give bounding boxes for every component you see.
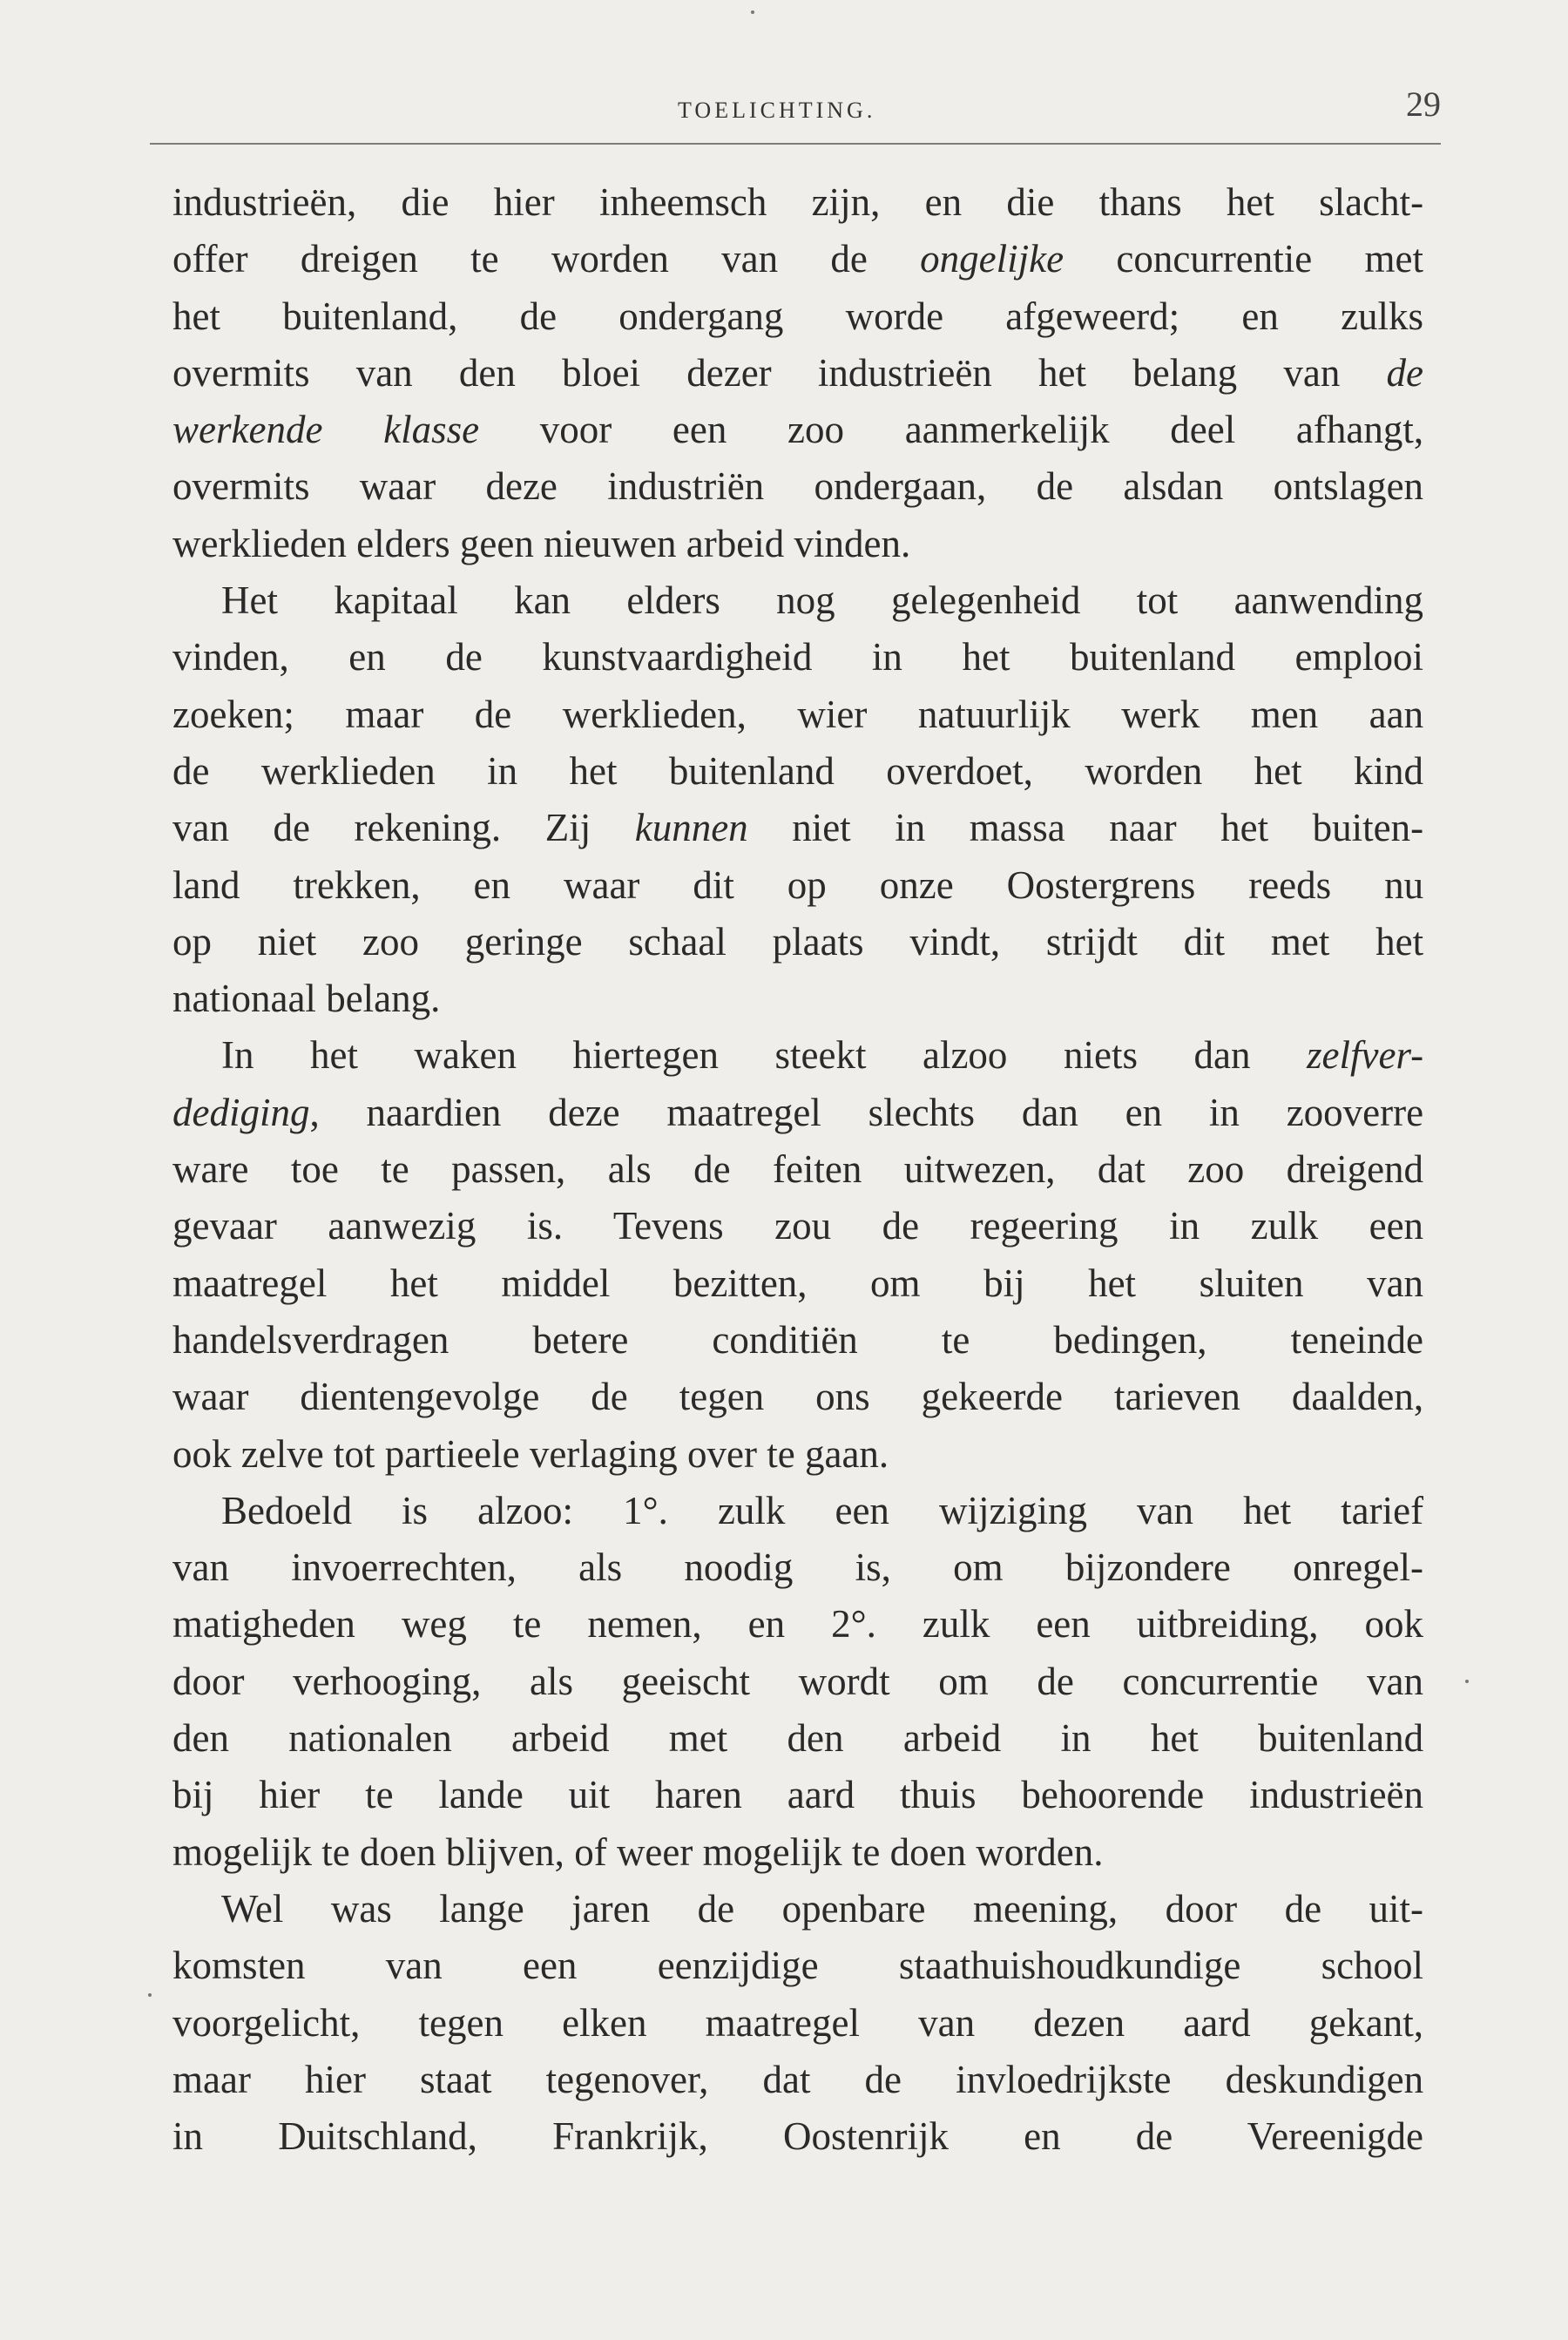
- text-line: de werklieden in het buitenland overdoet, worden het kind: [172, 748, 1423, 793]
- print-speck: [1465, 1680, 1469, 1683]
- text-line: werklieden elders geen nieuwen arbeid vinden.: [172, 521, 911, 565]
- header-rule: [150, 143, 1441, 145]
- text-line: Bedoeld is alzoo: 1°. zulk een wijziging van het tarief: [221, 1488, 1423, 1532]
- text-line: zoeken; maar de werklieden, wier natuurlijk werk men aan: [172, 692, 1423, 736]
- running-head: TOELICHTING.: [678, 98, 876, 123]
- text-line: ware toe te passen, als de feiten uitwezen, dat zoo dreigend: [172, 1147, 1423, 1192]
- text-line: matigheden weg te nemen, en 2°. zulk een uitbreiding, ook: [172, 1602, 1423, 1647]
- text-line: maatregel het middel bezitten, om bij het sluiten van: [172, 1261, 1423, 1305]
- text-line: op niet zoo geringe schaal plaats vindt, strijdt dit met het: [172, 919, 1423, 964]
- text-line: vinden, en de kunstvaardigheid in het buitenland emplooi: [172, 635, 1423, 680]
- text-line: door verhooging, als geeischt wordt om de concurrentie van: [172, 1659, 1423, 1703]
- text-line: dediging, naardien deze maatregel slechts dan en in zooverre: [172, 1090, 1423, 1134]
- text-line: nationaal belang.: [172, 977, 441, 1021]
- text-line: gevaar aanwezig is. Tevens zou de regeering in zulk een: [172, 1204, 1423, 1248]
- text-line: offer dreigen te worden van de ongelijke concurrentie met: [172, 237, 1423, 281]
- text-line: werkende klasse voor een zoo aanmerkelijk deel afhangt,: [172, 408, 1423, 452]
- text-line: handelsverdragen betere conditiën te bedingen, teneinde: [172, 1317, 1423, 1362]
- text-line: Het kapitaal kan elders nog gelegenheid tot aanwending: [221, 578, 1423, 623]
- page-number: 29: [1406, 85, 1441, 124]
- text-line: waar dientengevolge de tegen ons gekeerde tarieven daalden,: [172, 1375, 1423, 1419]
- text-line: bij hier te lande uit haren aard thuis behoorende industrieën: [172, 1773, 1423, 1817]
- text-line: het buitenland, de ondergang worde afgeweerd; en zulks: [172, 294, 1423, 338]
- text-line: den nationalen arbeid met den arbeid in het buitenland: [172, 1716, 1423, 1761]
- text-line: maar hier staat tegenover, dat de invloedrijkste deskundigen: [172, 2057, 1423, 2101]
- print-speck: [148, 1993, 152, 1997]
- text-line: voorgelicht, tegen elken maatregel van dezen aard gekant,: [172, 2000, 1423, 2045]
- text-line: van invoerrechten, als noodig is, om bijzondere onregel-: [172, 1545, 1423, 1590]
- text-line: in Duitschland, Frankrijk, Oostenrijk en de Vereenigde: [172, 2114, 1423, 2159]
- print-speck: [751, 10, 754, 14]
- text-line: van de rekening. Zij kunnen niet in massa naar het buiten-: [172, 806, 1423, 850]
- text-line: ook zelve tot partieele verlaging over te gaan.: [172, 1431, 889, 1476]
- text-line: Wel was lange jaren de openbare meening, door de uit-: [221, 1886, 1423, 1931]
- page-header: [150, 87, 1441, 148]
- text-line: land trekken, en waar dit op onze Oostergrens reeds nu: [172, 862, 1423, 907]
- text-line: overmits waar deze industriën ondergaan, de alsdan ontslagen: [172, 464, 1423, 509]
- text-line: komsten van een eenzijdige staathuishoudkundige school: [172, 1944, 1423, 1988]
- text-line: overmits van den bloei dezer industrieën het belang van de: [172, 350, 1423, 395]
- text-line: mogelijk te doen blijven, of weer mogelijk te doen worden.: [172, 1829, 1104, 1874]
- text-line: industrieën, die hier inheemsch zijn, en die thans het slacht-: [172, 180, 1423, 224]
- body-text: [172, 174, 1423, 2165]
- text-line: In het waken hiertegen steekt alzoo niets dan zelfver-: [221, 1033, 1423, 1078]
